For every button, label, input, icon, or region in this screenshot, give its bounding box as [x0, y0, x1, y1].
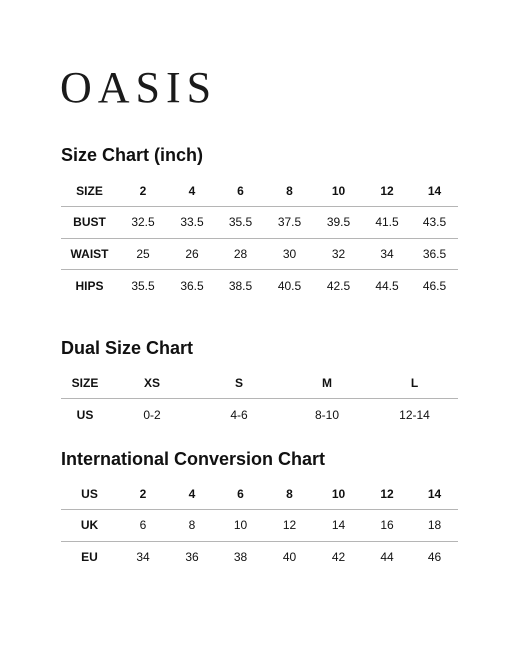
brand-logo: OASIS [60, 63, 218, 112]
size-chart-header-cell: 10 [331, 183, 346, 198]
table-cell: 35.5 [216, 207, 265, 239]
dual-chart-table [61, 367, 458, 430]
table-cell: 12-14 [371, 399, 458, 431]
table-cell: 8-10 [283, 399, 371, 431]
table-cell: 36.5 [168, 270, 216, 302]
table-cell: 33.5 [168, 207, 216, 239]
row-label: BUST [61, 207, 118, 239]
row-label: US [61, 399, 109, 431]
table-cell: 40 [265, 541, 314, 573]
dual-chart-header-cell: M [322, 375, 332, 390]
table-row [61, 510, 458, 542]
size-chart-header-row [61, 175, 458, 207]
dual-chart-header-cell: L [410, 375, 419, 390]
table-cell: 43.5 [411, 207, 458, 239]
table-cell: 34 [363, 238, 411, 270]
table-cell: 40.5 [265, 270, 314, 302]
size-chart-header-cell: 6 [237, 183, 244, 198]
conversion-chart-header-cell: 14 [427, 486, 442, 501]
size-chart-header-cell: SIZE [76, 183, 103, 198]
table-cell: 16 [363, 510, 411, 542]
conversion-chart-title: International Conversion Chart [61, 449, 326, 469]
table-cell: 8 [168, 510, 216, 542]
table-cell: 34 [118, 541, 168, 573]
row-label: EU [61, 541, 118, 573]
conversion-chart-table [61, 478, 458, 573]
table-row [61, 541, 458, 573]
table-cell: 36.5 [411, 238, 458, 270]
table-cell: 25 [118, 238, 168, 270]
table-cell: 4-6 [195, 399, 283, 431]
table-cell: 32.5 [118, 207, 168, 239]
conversion-chart-header-cell: 12 [380, 486, 394, 501]
table-cell: 10 [216, 510, 265, 542]
dual-chart-header-cell: SIZE [71, 375, 99, 390]
table-cell: 36 [168, 541, 216, 573]
size-chart-header-cell: 4 [188, 183, 196, 198]
size-chart-header-cell: 8 [286, 183, 293, 198]
dual-chart-title: Dual Size Chart [61, 338, 194, 358]
table-cell: 32 [314, 238, 363, 270]
conversion-chart-header-cell: 6 [237, 486, 244, 501]
table-cell: 38 [216, 541, 265, 573]
row-label: WAIST [61, 238, 118, 270]
row-label: HIPS [61, 270, 118, 302]
size-chart-title: Size Chart (inch) [61, 145, 204, 165]
dual-chart-header-cell: S [234, 375, 243, 390]
table-row [61, 399, 458, 431]
table-cell: 30 [265, 238, 314, 270]
table-cell: 42 [314, 541, 363, 573]
table-cell: 44 [363, 541, 411, 573]
table-cell: 14 [314, 510, 363, 542]
conversion-chart-header-cell: US [81, 486, 98, 501]
conversion-chart-header-cell: 10 [331, 486, 346, 501]
dual-chart-header-cell: XS [143, 375, 160, 390]
dual-chart-header-row [61, 367, 458, 399]
table-cell: 28 [216, 238, 265, 270]
table-cell: 0-2 [109, 399, 195, 431]
table-cell: 44.5 [363, 270, 411, 302]
table-cell: 26 [168, 238, 216, 270]
table-cell: 42.5 [314, 270, 363, 302]
size-chart-header-cell: 12 [380, 183, 394, 198]
conversion-chart-header-cell: 4 [188, 486, 196, 501]
table-cell: 6 [118, 510, 168, 542]
size-chart-header-cell: 14 [427, 183, 442, 198]
table-row [61, 270, 458, 302]
table-cell: 46.5 [411, 270, 458, 302]
conversion-chart-header-row [61, 478, 458, 510]
table-row [61, 207, 458, 239]
conversion-chart-header-cell: 2 [139, 486, 147, 501]
table-cell: 12 [265, 510, 314, 542]
table-cell: 18 [411, 510, 458, 542]
conversion-chart-header-cell: 8 [286, 486, 293, 501]
table-row [61, 238, 458, 270]
table-cell: 35.5 [118, 270, 168, 302]
row-label: UK [61, 510, 118, 542]
table-cell: 37.5 [265, 207, 314, 239]
table-cell: 38.5 [216, 270, 265, 302]
table-cell: 46 [411, 541, 458, 573]
size-chart-table [61, 175, 458, 301]
size-chart-header-cell: 2 [139, 183, 147, 198]
table-cell: 39.5 [314, 207, 363, 239]
table-cell: 41.5 [363, 207, 411, 239]
